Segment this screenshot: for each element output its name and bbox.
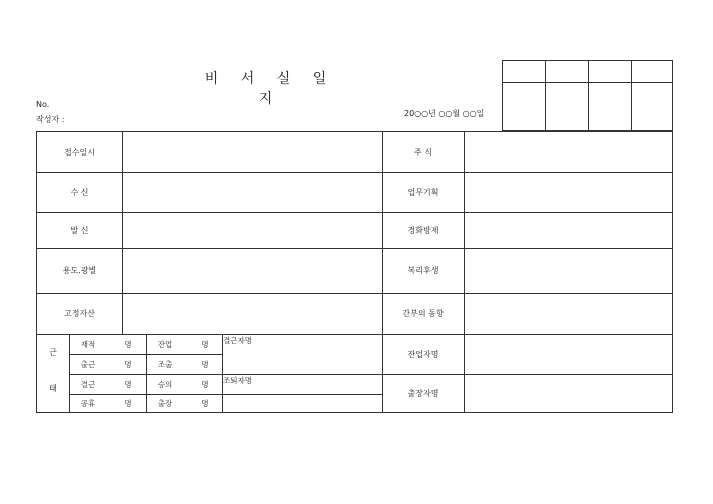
label-business-planning: 업무기획 (407, 187, 439, 197)
document-title: 비 서 실 일 지 (204, 71, 336, 107)
attendance-item: 출근 (80, 359, 96, 369)
label-executive-trends: 간부의 동향 (402, 309, 444, 318)
attendance-unit: 명 (201, 359, 209, 369)
attendance-item: 잔업 (157, 339, 173, 349)
label-trip-names: 출장자명 (407, 388, 439, 398)
attendance-item: 재적 (80, 339, 96, 349)
attendance-side-label-2: 태 (49, 383, 57, 393)
attendance-unit: 명 (124, 398, 132, 408)
label-prevention: 경화방제 (407, 225, 439, 235)
label-stock: 주 식 (414, 147, 432, 157)
label-receipt-datetime: 접수일시 (64, 147, 95, 157)
attendance-item: 결근 (80, 379, 96, 389)
writer-label: 작성자 : (36, 115, 65, 124)
label-sender: 발 신 (70, 225, 89, 235)
attendance-unit: 명 (201, 398, 209, 408)
label-usage: 용도.광별 (62, 266, 97, 275)
attendance-unit: 명 (201, 379, 209, 389)
label-overtime-names: 잔업자명 (407, 349, 439, 359)
attendance-item: 조출 (157, 359, 173, 369)
label-absent-names: 결근자명 (223, 336, 252, 345)
log-table (36, 131, 673, 413)
attendance-unit: 명 (201, 339, 209, 349)
attendance-unit: 명 (124, 339, 132, 349)
label-fixed-assets: 고정자산 (64, 309, 95, 318)
attendance-item: 승의 (157, 379, 173, 389)
date-text: 20○○년 ○○월 ○○일 (404, 109, 485, 118)
attendance-item: 공휴 (80, 398, 96, 408)
label-early-leave-names: 조퇴자명 (223, 376, 252, 385)
attendance-side-label-1: 근 (49, 347, 57, 357)
attendance-unit: 명 (124, 379, 132, 389)
attendance-unit: 명 (124, 359, 132, 369)
label-welfare: 복리후생 (407, 266, 439, 275)
approval-box (502, 60, 673, 131)
label-recipient: 수 신 (70, 187, 89, 197)
attendance-item: 출장 (157, 398, 173, 408)
no-label: No. (36, 100, 50, 109)
